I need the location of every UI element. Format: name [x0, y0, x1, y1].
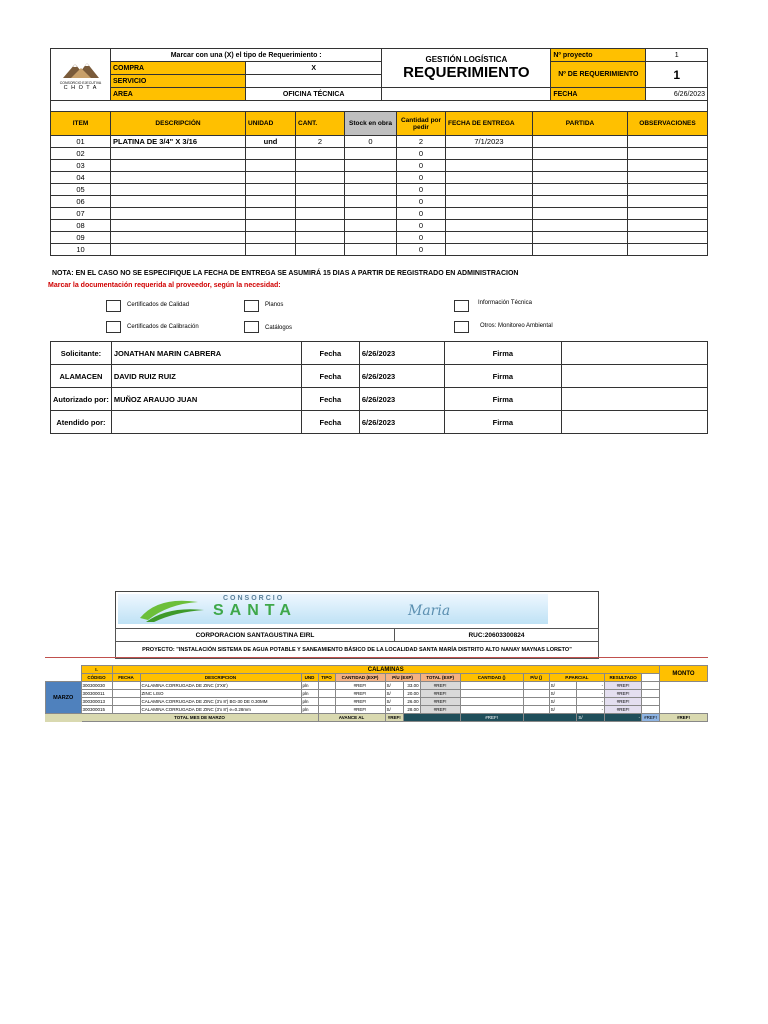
col-p-parcial: P.PARCIAL	[549, 674, 605, 682]
logo-santa: SANTA	[213, 602, 297, 619]
signature-firma-label: Firma	[444, 411, 561, 434]
cell-und[interactable]: pln	[301, 698, 318, 706]
cell-fecha-entrega[interactable]	[446, 220, 533, 232]
cell-unidad[interactable]: und	[246, 136, 296, 148]
cell-pu[interactable]	[523, 706, 549, 714]
logo-cell	[51, 49, 111, 101]
cell-pu-exp[interactable]: 33.00	[404, 682, 421, 690]
cell-item: 04	[51, 172, 111, 184]
catalogos-checkbox[interactable]	[244, 321, 259, 333]
cell-fecha-entrega[interactable]	[446, 244, 533, 256]
col-pu: P/U ()	[523, 674, 549, 682]
signature-row	[51, 342, 708, 365]
signature-name[interactable]: MUÑOZ ARAUJO JUAN	[111, 388, 301, 411]
cell-item: 06	[51, 196, 111, 208]
total-parcial: -	[605, 714, 642, 722]
item-row	[51, 172, 708, 184]
col-codigo: CÓDIGO	[81, 674, 112, 682]
servicio-mark[interactable]	[246, 75, 382, 88]
cell-pu[interactable]	[523, 698, 549, 706]
cell-descripcion[interactable]: CALAMINA CORRUGADA DE ZINC (3'x 8') e=0.28mm	[140, 706, 301, 714]
certificados-calidad-checkbox[interactable]	[106, 300, 121, 312]
cell-stock[interactable]	[345, 244, 397, 256]
item-row	[51, 148, 708, 160]
cell-stock[interactable]	[345, 184, 397, 196]
planos-checkbox[interactable]	[244, 300, 259, 312]
cell-parcial[interactable]: -	[577, 706, 605, 714]
cell-unidad[interactable]	[246, 160, 296, 172]
cell-resultado[interactable]: #REF!	[605, 682, 642, 690]
cell-descripcion[interactable]	[111, 160, 246, 172]
signature-fecha-label: Fecha	[301, 388, 359, 411]
items-table	[50, 111, 708, 256]
cell-cantidad-exp[interactable]: #REF!	[335, 698, 385, 706]
page-title: REQUERIMIENTO	[403, 64, 530, 81]
certificados-calibracion-label: Certificados de Calibración	[127, 324, 199, 330]
cell-total-exp[interactable]: #REF!	[420, 698, 460, 706]
signature-row	[51, 411, 708, 434]
cell-codigo[interactable]: 300300011	[81, 690, 112, 698]
cell-cantidad-exp[interactable]: #REF!	[335, 706, 385, 714]
cell-stock[interactable]	[345, 160, 397, 172]
signature-role: ALAMACEN	[51, 365, 112, 388]
otros-checkbox[interactable]	[454, 321, 469, 333]
calamina-row	[46, 682, 708, 690]
cell-observaciones[interactable]	[628, 220, 708, 232]
cell-parcial[interactable]: -	[577, 682, 605, 690]
mountain-logo-icon	[61, 59, 101, 79]
total-exp: #REF!	[460, 714, 523, 722]
col-und: UND	[301, 674, 318, 682]
header-table	[50, 48, 708, 113]
cell-fecha-entrega[interactable]	[446, 148, 533, 160]
group-title: CALAMINAS	[112, 666, 660, 674]
cell-pu-exp[interactable]: 26.00	[404, 698, 421, 706]
cell-parcial-currency[interactable]: S/	[549, 706, 577, 714]
item-row	[51, 184, 708, 196]
cell-cantidad-pedir[interactable]: 0	[397, 196, 446, 208]
cell-fecha[interactable]	[112, 690, 140, 698]
col-cantidad-pedir: Cantidad por pedir	[397, 112, 446, 136]
calamina-row	[46, 690, 708, 698]
signature-fecha-label: Fecha	[301, 342, 359, 365]
signatures-table	[50, 341, 708, 434]
cell-unidad[interactable]	[246, 172, 296, 184]
col-fecha-entrega: FECHA DE ENTREGA	[446, 112, 533, 136]
ruc-value: RUC:20603300824	[395, 629, 599, 642]
col-pu-exp: P/U (EXP)	[385, 674, 420, 682]
cell-cantidad[interactable]	[460, 682, 523, 690]
cell-fecha[interactable]	[112, 698, 140, 706]
cell-pu-exp[interactable]: 28.00	[404, 706, 421, 714]
cell-monto	[642, 690, 660, 698]
proyecto-label: Nº proyecto	[551, 49, 646, 62]
col-descripcion: DESCRIPCION	[140, 674, 301, 682]
signature-fecha[interactable]: 6/26/2023	[359, 411, 444, 434]
cell-observaciones[interactable]	[628, 232, 708, 244]
cell-item: 05	[51, 184, 111, 196]
cell-descripcion[interactable]	[111, 232, 246, 244]
cell-descripcion[interactable]: PLATINA DE 3/4" X 3/16	[111, 136, 246, 148]
cell-monto	[642, 698, 660, 706]
total-resultado: #REF!	[642, 714, 660, 722]
cell-descripcion[interactable]	[111, 244, 246, 256]
cell-cant[interactable]	[296, 244, 345, 256]
cell-item: 07	[51, 208, 111, 220]
col-stock: Stock en obra	[345, 112, 397, 136]
cell-stock[interactable]	[345, 208, 397, 220]
cell-item: 02	[51, 148, 111, 160]
cell-observaciones[interactable]	[628, 172, 708, 184]
cell-item: 08	[51, 220, 111, 232]
col-unidad: UNIDAD	[246, 112, 296, 136]
cell-cant[interactable]	[296, 220, 345, 232]
total-cantidad-exp: #REF!	[385, 714, 404, 722]
cell-observaciones[interactable]	[628, 184, 708, 196]
cell-total-exp[interactable]: #REF!	[420, 690, 460, 698]
cell-stock[interactable]	[345, 232, 397, 244]
cell-unidad[interactable]	[246, 184, 296, 196]
fecha-label: FECHA	[551, 88, 646, 101]
item-row	[51, 196, 708, 208]
cell-observaciones[interactable]	[628, 244, 708, 256]
cell-descripcion[interactable]	[111, 172, 246, 184]
blank-cell	[382, 88, 551, 101]
cell-item: 10	[51, 244, 111, 256]
col-cantidad: CANTIDAD ()	[460, 674, 523, 682]
cell-observaciones[interactable]	[628, 136, 708, 148]
signature-role: Atendido por:	[51, 411, 112, 434]
cell-descripcion[interactable]	[111, 196, 246, 208]
cell-item: 03	[51, 160, 111, 172]
col-cant: CANT.	[296, 112, 345, 136]
req-label: Nº DE REQUERIMIENTO	[551, 62, 646, 88]
monto-header: MONTO	[660, 666, 708, 682]
cell-cantidad-pedir[interactable]: 0	[397, 220, 446, 232]
cell-cantidad-pedir[interactable]: 0	[397, 244, 446, 256]
cell-codigo[interactable]: 300300015	[81, 706, 112, 714]
firma-signature-box[interactable]	[561, 365, 707, 388]
planos-label: Planos	[265, 302, 284, 308]
cell-resultado[interactable]: #REF!	[605, 706, 642, 714]
cell-cant[interactable]	[296, 196, 345, 208]
signature-firma-label: Firma	[444, 342, 561, 365]
certificados-calidad-label: Certificados de Calidad	[127, 302, 190, 308]
total-currency: S/	[577, 714, 605, 722]
otros-label: Otros: Monitoreo Ambiental	[480, 323, 553, 329]
signature-firma-label: Firma	[444, 388, 561, 411]
col-observaciones: OBSERVACIONES	[628, 112, 708, 136]
cell-descripcion[interactable]	[111, 208, 246, 220]
title-block	[382, 49, 551, 88]
cell-partida[interactable]	[533, 160, 628, 172]
area-label: AREA	[111, 88, 246, 101]
compra-mark[interactable]: X	[246, 62, 382, 75]
cell-tipo[interactable]	[318, 698, 335, 706]
cell-cant[interactable]	[296, 172, 345, 184]
cell-descripcion[interactable]	[111, 148, 246, 160]
logo-subtext: C H O T A	[63, 84, 98, 91]
cell-cantidad[interactable]	[460, 690, 523, 698]
fecha-value[interactable]: 6/26/2023	[646, 88, 708, 101]
cell-pu-currency[interactable]: S/	[385, 706, 404, 714]
item-row	[51, 244, 708, 256]
cell-partida[interactable]	[533, 184, 628, 196]
dept-title: GESTIÓN LOGÍSTICA	[425, 55, 508, 64]
col-partida: PARTIDA	[533, 112, 628, 136]
cell-cantidad[interactable]	[460, 698, 523, 706]
signature-fecha[interactable]: 6/26/2023	[359, 365, 444, 388]
cell-partida[interactable]	[533, 136, 628, 148]
cell-fecha-entrega[interactable]	[446, 172, 533, 184]
logo-background	[118, 594, 548, 624]
col-item: ITEM	[51, 112, 111, 136]
cell-descripcion[interactable]: ZINC LISO	[140, 690, 301, 698]
item-row	[51, 160, 708, 172]
logo-consorcio: CONSORCIO	[223, 595, 285, 602]
cell-cant[interactable]: 2	[296, 136, 345, 148]
avance-label: AVANCE AL	[318, 714, 385, 722]
project-name: PROYECTO: "INSTALACIÓN SISTEMA DE AGUA POTABLE Y SANEAMIENTO BÁSICO DE LA LOCALIDAD SANTA MARÍA DISTRITO ALTO NANAY MAYNAS LORETO"	[116, 642, 599, 659]
blank-corner	[46, 666, 82, 682]
cell-partida[interactable]	[533, 172, 628, 184]
cell-descripcion[interactable]: CALAMINA CORRUGADA DE ZINC (3'x 8') BG-30 DE 0.30MM	[140, 698, 301, 706]
cell-fecha-entrega[interactable]	[446, 232, 533, 244]
cell-pu-currency[interactable]: S/	[385, 682, 404, 690]
cell-partida[interactable]	[533, 232, 628, 244]
cell-parcial-currency[interactable]: S/	[549, 690, 577, 698]
total-monto: #REF!	[660, 714, 708, 722]
req-value[interactable]: 1	[646, 62, 708, 88]
cell-cant[interactable]	[296, 160, 345, 172]
cell-und[interactable]: pln	[301, 682, 318, 690]
cell-stock[interactable]: 0	[345, 136, 397, 148]
cell-descripcion[interactable]: CALAMINA CORRUGADA DE ZINC (3'X6')	[140, 682, 301, 690]
cell-partida[interactable]	[533, 220, 628, 232]
total-pu-exp	[404, 714, 461, 722]
logo-text: CONSORCIO EJECUTIVA	[59, 80, 102, 85]
info-tecnica-label: Información Técnica	[478, 300, 532, 306]
signature-firma-label: Firma	[444, 365, 561, 388]
item-row	[51, 208, 708, 220]
signature-fecha-label: Fecha	[301, 411, 359, 434]
cell-cantidad-pedir[interactable]: 2	[397, 136, 446, 148]
firma-signature-box[interactable]	[561, 411, 707, 434]
cell-cant[interactable]	[296, 232, 345, 244]
cell-partida[interactable]	[533, 208, 628, 220]
cell-cantidad-pedir[interactable]: 0	[397, 148, 446, 160]
cell-cantidad-pedir[interactable]: 0	[397, 208, 446, 220]
cell-item: 01	[51, 136, 111, 148]
cell-cantidad-pedir[interactable]: 0	[397, 184, 446, 196]
cell-pu[interactable]	[523, 690, 549, 698]
signature-fecha[interactable]: 6/26/2023	[359, 342, 444, 365]
item-row	[51, 232, 708, 244]
cell-pu-currency[interactable]: S/	[385, 698, 404, 706]
cell-partida[interactable]	[533, 244, 628, 256]
cell-observaciones[interactable]	[628, 208, 708, 220]
cell-cant[interactable]	[296, 148, 345, 160]
cell-codigo[interactable]: 300300013	[81, 698, 112, 706]
cell-unidad[interactable]	[246, 220, 296, 232]
cell-partida[interactable]	[533, 196, 628, 208]
cell-stock[interactable]	[345, 148, 397, 160]
firma-signature-box[interactable]	[561, 342, 707, 365]
company-name: CORPORACION SANTAGUSTINA EIRL	[116, 629, 395, 642]
cell-observaciones[interactable]	[628, 160, 708, 172]
cell-parcial[interactable]: -	[577, 698, 605, 706]
corner-label: I.	[81, 666, 112, 674]
col-cantidad-exp: CANTIDAD (EXP)	[335, 674, 385, 682]
cell-unidad[interactable]	[246, 232, 296, 244]
cell-fecha-entrega[interactable]	[446, 196, 533, 208]
santa-maria-logo-banner	[115, 591, 599, 629]
cell-fecha-entrega[interactable]	[446, 208, 533, 220]
info-tecnica-checkbox[interactable]	[454, 300, 469, 312]
cell-und[interactable]: pln	[301, 706, 318, 714]
total-label: TOTAL MES DE MARZO	[81, 714, 318, 722]
cell-stock[interactable]	[345, 220, 397, 232]
cell-cantidad-pedir[interactable]: 0	[397, 232, 446, 244]
area-value[interactable]: OFICINA TÉCNICA	[246, 88, 382, 101]
item-row	[51, 136, 708, 148]
cell-fecha-entrega[interactable]	[446, 184, 533, 196]
marcar-text: Marcar la documentación requerida al proveedor, según la necesidad:	[48, 282, 281, 289]
item-row	[51, 220, 708, 232]
cell-observaciones[interactable]	[628, 148, 708, 160]
cell-partida[interactable]	[533, 148, 628, 160]
col-descripcion: DESCRIPCIÓN	[111, 112, 246, 136]
cell-tipo[interactable]	[318, 682, 335, 690]
proyecto-value[interactable]: 1	[646, 49, 708, 62]
col-fecha: FECHA	[112, 674, 140, 682]
cell-parcial-currency[interactable]: S/	[549, 698, 577, 706]
servicio-label: SERVICIO	[111, 75, 246, 88]
cell-monto	[642, 706, 660, 714]
project-info-table	[115, 628, 599, 659]
instruction-text: Marcar con una (X) el tipo de Requerimiento :	[111, 49, 382, 62]
cell-parcial[interactable]: -	[577, 690, 605, 698]
month-label: MARZO	[46, 682, 82, 714]
cell-cantidad[interactable]	[460, 706, 523, 714]
firma-signature-box[interactable]	[561, 388, 707, 411]
total-cantidad	[523, 714, 577, 722]
cell-total-exp[interactable]: #REF!	[420, 706, 460, 714]
cell-parcial-currency[interactable]: S/	[549, 682, 577, 690]
calamina-row	[46, 706, 708, 714]
col-tipo: TIPO	[318, 674, 335, 682]
cell-unidad[interactable]	[246, 148, 296, 160]
cell-tipo[interactable]	[318, 706, 335, 714]
cell-monto	[642, 682, 660, 690]
calaminas-table	[45, 665, 708, 722]
signature-row	[51, 365, 708, 388]
cell-cantidad-pedir[interactable]: 0	[397, 172, 446, 184]
logo-maria: Maria	[408, 603, 451, 619]
catalogos-label: Catálogos	[265, 325, 293, 331]
cell-unidad[interactable]	[246, 244, 296, 256]
signature-role: Solicitante:	[51, 342, 112, 365]
cell-pu[interactable]	[523, 682, 549, 690]
cell-pu-currency[interactable]: S/	[385, 690, 404, 698]
cell-codigo[interactable]: 300300030	[81, 682, 112, 690]
cell-cantidad-exp[interactable]: #REF!	[335, 682, 385, 690]
cell-cant[interactable]	[296, 208, 345, 220]
cell-cantidad-exp[interactable]: #REF!	[335, 690, 385, 698]
signature-name[interactable]	[111, 411, 301, 434]
nota-text: NOTA: EN EL CASO NO SE ESPECIFIQUE LA FECHA DE ENTREGA SE ASUMIRÁ 15 DIAS A PARTIR DE REGISTRADO EN ADMINISTRACION	[52, 270, 519, 277]
cell-cantidad-pedir[interactable]: 0	[397, 160, 446, 172]
cell-und[interactable]: pln	[301, 690, 318, 698]
cell-fecha-entrega[interactable]	[446, 160, 533, 172]
cell-pu-exp[interactable]: 20.00	[404, 690, 421, 698]
cell-unidad[interactable]	[246, 208, 296, 220]
signature-role: Autorizado por:	[51, 388, 112, 411]
cell-descripcion[interactable]	[111, 220, 246, 232]
calamina-row	[46, 698, 708, 706]
cell-cant[interactable]	[296, 184, 345, 196]
divider-line	[45, 657, 708, 658]
cell-item: 09	[51, 232, 111, 244]
signature-fecha[interactable]: 6/26/2023	[359, 388, 444, 411]
cell-stock[interactable]	[345, 172, 397, 184]
signature-fecha-label: Fecha	[301, 365, 359, 388]
col-resultado: RESULTADO	[605, 674, 642, 682]
cell-stock[interactable]	[345, 196, 397, 208]
cell-total-exp[interactable]: #REF!	[420, 682, 460, 690]
cell-fecha-entrega[interactable]: 7/1/2023	[446, 136, 533, 148]
cell-descripcion[interactable]	[111, 184, 246, 196]
total-spacer	[46, 714, 82, 722]
signature-name[interactable]: JONATHAN MARIN CABRERA	[111, 342, 301, 365]
certificados-calibracion-checkbox[interactable]	[106, 321, 121, 333]
cell-unidad[interactable]	[246, 196, 296, 208]
cell-observaciones[interactable]	[628, 196, 708, 208]
signature-row	[51, 388, 708, 411]
compra-label: COMPRA	[111, 62, 246, 75]
cell-resultado[interactable]: #REF!	[605, 690, 642, 698]
cell-tipo[interactable]	[318, 690, 335, 698]
cell-fecha[interactable]	[112, 682, 140, 690]
cell-fecha[interactable]	[112, 706, 140, 714]
leaf-logo-icon	[138, 596, 208, 622]
col-total-exp: TOTAL (EXP)	[420, 674, 460, 682]
cell-resultado[interactable]: #REF!	[605, 698, 642, 706]
signature-name[interactable]: DAVID RUIZ RUIZ	[111, 365, 301, 388]
